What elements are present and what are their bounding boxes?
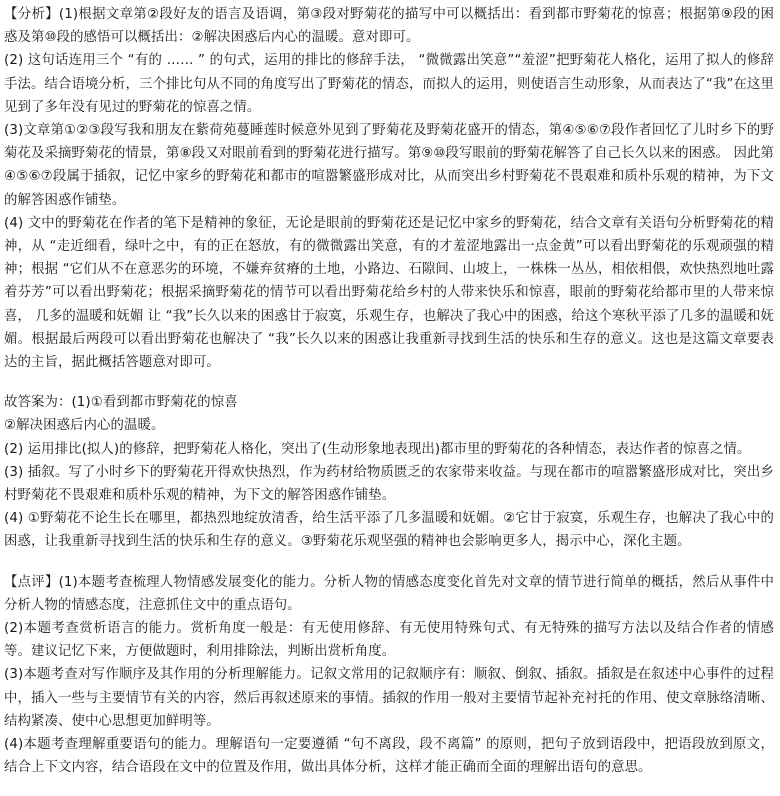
answer-section bbox=[4, 391, 774, 553]
analysis-paragraph-2: (2) 这句话连用三个 “有的 …… ” 的句式，运用的排比的修辞手法， “微微露出笑意”“羞涩”把野菊花人格化，运用了拟人的修辞手法。结合语境分析，三个排比句从不同的角度写出了野菊花的情态，而拟人的运用，则使语言生动形象，从而表达了“我”在这里见到了多年没有见过的野菊花的惊喜之情。 bbox=[4, 53, 774, 115]
analysis-paragraph-4: (4) 文中的野菊花在作者的笔下是精神的象征，无论是眼前的野菊花还是记忆中家乡的野菊花，结合文章有关语句分析野菊花的精神，从 “走近细看，绿叶之中，有的正在怒放，有的微微露出笑意，有的才羞涩地露出一点金黄”可以看出野菊花的乐观顽强的精神；根据 “它们从不在意恶劣的环境，不嫌弃贫瘠的土地，小路边、石隙间、山坡上，一株株一丛丛，相依相偎，欢快热烈地吐露着芬芳”可以看出野菊花；根据采摘野菊花的情节可以看出野菊花给乡村的人带来快乐和惊喜，眼前的野菊花给都市里的人带来惊喜， 几多的温暖和妩媚 让 “我”长久以来的困惑甘于寂寞，乐观生存，也解决了我心中的困惑，给这个寒秋平添了几多的温暖和妩媚。根据最后两段可以看出野菊花也解决了 “我”长久以来的困惑让我重新寻找到生活的快乐和生存的意义。这也是这篇文章要表达的主旨，据此概括答题意对即可。 bbox=[4, 215, 774, 371]
comment-paragraph-2: (2)本题考查赏析语言的能力。赏析角度一般是：有无使用修辞、有无使用特殊句式、有无特殊的描写方法以及结合作者的情感等。建议记忆下来，方便做题时，利用排除法，判断出赏析角度。 bbox=[4, 621, 774, 660]
comment-paragraph-4: (4)本题考查理解重要语句的能力。理解语句一定要遵循 “句不离段，段不离篇” 的原则，把句子放到语段中，把语段放到原文，结合上下文内容，结合语段在文中的位置及作用，做出具体分析，这样才能正确而全面的理解出语句的意思。 bbox=[4, 737, 774, 776]
answer-paragraph-4: (3) 插叙。写了小时乡下的野菊花开得欢快热烈，作为药材给物质匮乏的农家带来收益。与现在都市的喧嚣繁盛形成对比，突出乡村野菊花不畏艰难和质朴乐观的精神，为下文的解答困惑作铺垫。 bbox=[4, 464, 774, 504]
analysis-section bbox=[4, 3, 774, 374]
comment-section bbox=[4, 571, 774, 780]
answer-paragraph-3: (2) 运用排比(拟人)的修辞，把野菊花人格化，突出了(生动形象地表现出)都市里的野菊花的各种情态，表达作者的惊喜之情。 bbox=[4, 441, 751, 457]
analysis-paragraph-1: 【分析】(1)根据文章第②段好友的语言及语调，第③段对野菊花的描写中可以概括出：看到都市野菊花的惊喜；根据第⑨段的困惑及第⑩段的感悟可以概括出：②解决困惑后内心的温暖。意对即可。 bbox=[4, 7, 774, 46]
analysis-paragraph-3: (3)文章第①②③段写我和朋友在紫荷苑蔓睡莲时候意外见到了野菊花及野菊花盛开的情态，第④⑤⑥⑦段作者回忆了儿时乡下的野菊花及采摘野菊花的情景，第⑧段又对眼前看到的野菊花进行描写。第⑨⑩段写眼前的野菊花解答了自己长久以来的困惑。 因此第④⑤⑥⑦段属于插叙，记忆中家乡的野菊花和都市的喧嚣繁盛形成对比，从而突出乡村野菊花不畏艰难和质朴乐观的精神，为下文的解答困惑作铺垫。 bbox=[4, 123, 774, 208]
answer-paragraph-2: ②解决困惑后内心的温暖。 bbox=[4, 418, 165, 434]
comment-paragraph-1: 【点评】(1)本题考查梳理人物情感发展变化的能力。分析人物的情感态度变化首先对文章的情节进行简单的概括，然后从事件中分析人物的情感态度，注意抓住文中的重点语句。 bbox=[4, 574, 774, 613]
answer-paragraph-1: 故答案为：(1)①看到都市野菊花的惊喜 bbox=[4, 395, 238, 411]
comment-paragraph-3: (3)本题考查对写作顺序及其作用的分析理解能力。记叙文常用的记叙顺序有：顺叙、倒叙、插叙。插叙是在叙述中心事件的过程中，插入一些与主要情节有关的内容，然后再叙述原来的事情。插叙的作用一般对主要情节起补充衬托的作用、使文章脉络清晰、结构紧凑、使中心思想更加鲜明等。 bbox=[4, 667, 774, 729]
answer-paragraph-5: (4) ①野菊花不论生长在哪里，都热烈地绽放清香，给生活平添了几多温暖和妩媚。②它甘于寂寞，乐观生存，也解决了我心中的困惑，让我重新寻找到生活的快乐和生存的意义。③野菊花乐观坚强的精神也会影响更多人，揭示中心，深化主题。 bbox=[4, 511, 774, 550]
section-gap bbox=[4, 554, 774, 571]
section-gap bbox=[4, 374, 774, 391]
